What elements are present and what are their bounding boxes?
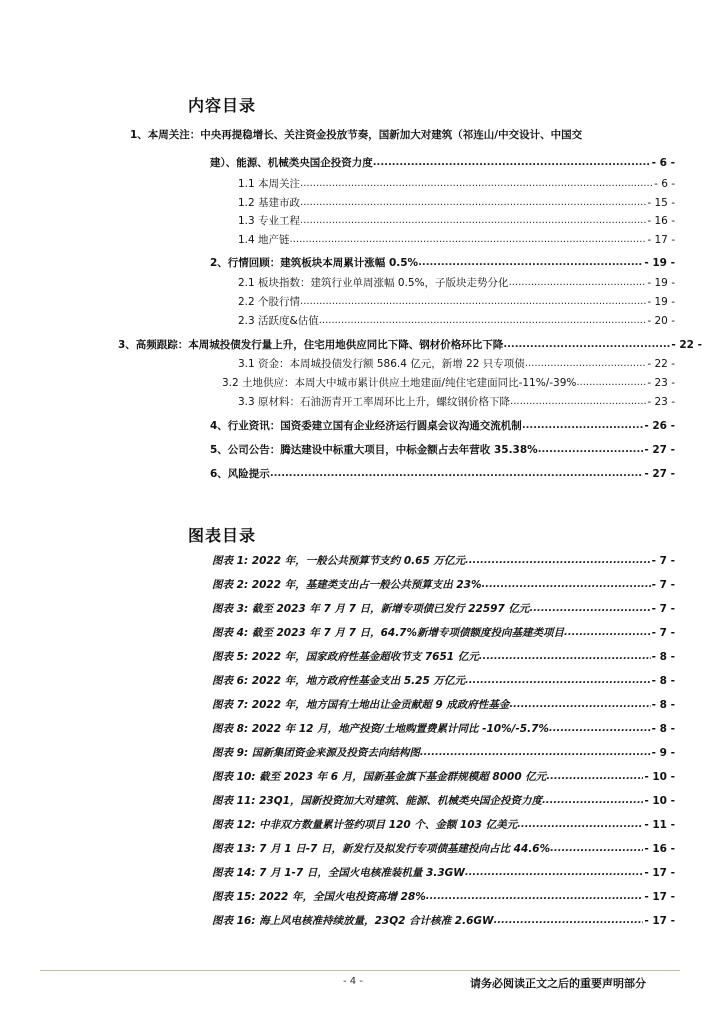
toc-item-1-2[interactable] bbox=[238, 196, 675, 210]
figure-item-text: 图表 14: 7 月 1-7 日，全国火电核准装机量 3.3GW bbox=[212, 867, 465, 879]
figure-page-number: - 8 - bbox=[651, 651, 675, 663]
toc-page-number: - 16 - bbox=[647, 215, 675, 227]
figure-item-1[interactable] bbox=[212, 554, 675, 568]
figure-page-number: - 7 - bbox=[651, 603, 675, 615]
toc-item-text: 1.1 本周关注 bbox=[238, 178, 301, 190]
leader-dots bbox=[418, 256, 643, 270]
toc-heading: 内容目录 bbox=[188, 96, 257, 115]
figure-page-number: - 17 - bbox=[644, 891, 675, 903]
figure-page-number: - 7 - bbox=[651, 579, 675, 591]
figure-item-text: 图表 15: 2022 年，全国火电投资高增 28% bbox=[212, 891, 426, 903]
toc-item-1-3[interactable] bbox=[238, 214, 675, 228]
figure-item-5[interactable] bbox=[212, 650, 675, 664]
toc-page-number: - 20 - bbox=[647, 315, 675, 327]
leader-dots bbox=[319, 314, 647, 328]
toc-item-2[interactable] bbox=[210, 256, 675, 270]
toc-item-text: 1.2 基建市政 bbox=[238, 197, 301, 209]
figure-item-4[interactable] bbox=[212, 626, 675, 640]
toc-page-number: - 22 - bbox=[671, 339, 702, 351]
figure-item-text: 图表 4: 截至 2023 年 7 月 7 日，64.7%新增专项债额度投向基建类项目 bbox=[212, 627, 565, 639]
leader-dots bbox=[373, 156, 651, 170]
figure-item-13[interactable] bbox=[212, 842, 675, 856]
toc-page-number: - 27 - bbox=[644, 468, 675, 480]
toc-item-2-3[interactable] bbox=[238, 314, 675, 328]
leader-dots bbox=[525, 357, 647, 371]
figure-page-number: - 8 - bbox=[651, 675, 675, 687]
toc-item-5[interactable] bbox=[210, 443, 675, 457]
leader-dots bbox=[479, 650, 651, 664]
leader-dots bbox=[509, 276, 647, 290]
leader-dots bbox=[517, 818, 643, 832]
toc-item-text: 2、行情回顾：建筑板块本周累计涨幅 0.5% bbox=[210, 257, 419, 269]
figure-item-3[interactable] bbox=[212, 602, 675, 616]
toc-item-1-4[interactable] bbox=[238, 233, 675, 247]
leader-dots bbox=[522, 419, 644, 433]
toc-item-1-line1[interactable]: 1、本周关注：中央再提稳增长、关注资金投放节奏，国新加大对建筑（祁连山/中交设计、中国交 bbox=[130, 129, 583, 141]
toc-item-text: 1.3 专业工程 bbox=[238, 215, 301, 227]
figure-item-10[interactable] bbox=[212, 770, 675, 784]
toc-item-3-2[interactable] bbox=[222, 376, 675, 390]
figure-page-number: - 17 - bbox=[644, 867, 675, 879]
figure-item-text: 图表 1: 2022 年，一般公共预算节支约 0.65 万亿元 bbox=[212, 555, 465, 567]
toc-page-number: - 23 - bbox=[647, 377, 675, 389]
figure-item-15[interactable] bbox=[212, 890, 675, 904]
toc-page-number: - 17 - bbox=[647, 234, 675, 246]
toc-item-text: 3.3 原材料：石油沥青开工率周环比上升，螺纹钢价格下降 bbox=[238, 396, 511, 408]
leader-dots bbox=[576, 376, 646, 390]
leader-dots bbox=[270, 467, 644, 481]
leader-dots bbox=[510, 395, 646, 409]
figure-item-16[interactable] bbox=[212, 914, 675, 928]
leader-dots bbox=[564, 626, 651, 640]
toc-item-text: 1.4 地产链 bbox=[238, 234, 290, 246]
figure-item-text: 图表 9: 国新集团资金来源及投资去向结构图 bbox=[212, 747, 420, 759]
figure-page-number: - 11 - bbox=[644, 819, 675, 831]
toc-item-text: 5、公司公告：腾达建设中标重大项目，中标金额占去年营收 35.38% bbox=[210, 444, 538, 456]
toc-item-text: 2.3 活跃度&估值 bbox=[238, 315, 319, 327]
toc-item-6[interactable] bbox=[210, 467, 675, 481]
figure-item-text: 图表 12: 中非双方数量累计签约项目 120 个、金额 103 亿美元 bbox=[212, 819, 518, 831]
figure-page-number: - 8 - bbox=[651, 699, 675, 711]
figure-item-text: 图表 5: 2022 年，国家政府性基金超收节支 7651 亿元 bbox=[212, 651, 479, 663]
leader-dots bbox=[481, 578, 650, 592]
figure-list-heading: 图表目录 bbox=[188, 526, 257, 545]
figure-item-text: 图表 10: 截至 2023 年 6 月，国新基金旗下基金群规模超 8000 亿元 bbox=[212, 771, 547, 783]
footer-divider bbox=[40, 970, 680, 971]
figure-page-number: - 7 - bbox=[651, 627, 675, 639]
toc-item-3-1[interactable] bbox=[238, 357, 675, 371]
figure-item-text: 图表 7: 2022 年，地方国有土地出让金贡献超 9 成政府性基金 bbox=[212, 699, 510, 711]
leader-dots bbox=[494, 914, 644, 928]
toc-page-number: - 27 - bbox=[644, 444, 675, 456]
toc-item-1-1[interactable] bbox=[238, 177, 675, 191]
leader-dots bbox=[300, 177, 653, 191]
toc-item-2-2[interactable] bbox=[238, 295, 675, 309]
figure-item-11[interactable] bbox=[212, 794, 675, 808]
toc-item-text: 6、风险提示 bbox=[210, 468, 270, 480]
figure-item-text: 图表 6: 2022 年，地方政府性基金支出 5.25 万亿元 bbox=[212, 675, 465, 687]
figure-item-text: 图表 3: 截至 2023 年 7 月 7 日，新增专项债已发行 22597 亿元 bbox=[212, 603, 530, 615]
figure-item-12[interactable] bbox=[212, 818, 675, 832]
figure-page-number: - 17 - bbox=[644, 915, 675, 927]
toc-page-number: - 6 - bbox=[651, 157, 675, 169]
toc-item-text: 3.1 资金：本周城投债发行额 586.4 亿元，新增 22 只专项债 bbox=[238, 358, 525, 370]
figure-page-number: - 16 - bbox=[644, 843, 675, 855]
toc-page-number: - 26 - bbox=[644, 420, 675, 432]
toc-item-3-3[interactable] bbox=[238, 395, 675, 409]
toc-item-text: 2.2 个股行情 bbox=[238, 296, 301, 308]
leader-dots bbox=[426, 890, 644, 904]
figure-item-7[interactable] bbox=[212, 698, 675, 712]
leader-dots bbox=[465, 554, 651, 568]
toc-item-4[interactable] bbox=[210, 419, 675, 433]
leader-dots bbox=[550, 842, 643, 856]
toc-item-text: 4、行业资讯：国资委建立国有企业经济运行圆桌会议沟通交流机制 bbox=[210, 420, 522, 432]
figure-item-8[interactable] bbox=[212, 722, 675, 736]
figure-item-text: 图表 11: 23Q1，国新投资加大对建筑、能源、机械类央国企投资力度 bbox=[212, 795, 542, 807]
leader-dots bbox=[300, 295, 646, 309]
footer-page-number: - 4 - bbox=[343, 976, 363, 987]
toc-item-text: 2.1 板块指数：建筑行业单周涨幅 0.5%，子版块走势分化 bbox=[238, 277, 509, 289]
leader-dots bbox=[542, 794, 643, 808]
toc-page-number: - 23 - bbox=[647, 396, 675, 408]
toc-item-3[interactable] bbox=[118, 338, 702, 352]
figure-page-number: - 7 - bbox=[651, 555, 675, 567]
leader-dots bbox=[509, 698, 650, 712]
toc-item-text: 3、高频跟踪：本周城投债发行量上升，住宅用地供应同比下降、钢材价格环比下降 bbox=[118, 339, 504, 351]
figure-item-2[interactable] bbox=[212, 578, 675, 592]
leader-dots bbox=[465, 866, 644, 880]
leader-dots bbox=[300, 196, 646, 210]
toc-page-number: - 19 - bbox=[644, 257, 675, 269]
figure-item-9[interactable] bbox=[212, 746, 675, 760]
leader-dots bbox=[503, 338, 670, 352]
toc-item-text: 3.2 土地供应：本周大中城市累计供应土地建面/纯住宅建面同比-11%/-39% bbox=[222, 377, 577, 389]
leader-dots bbox=[300, 214, 646, 228]
figure-item-text: 图表 16: 海上风电核准持续放量，23Q2 合计核准 2.6GW bbox=[212, 915, 494, 927]
leader-dots bbox=[549, 722, 651, 736]
figure-page-number: - 8 - bbox=[651, 723, 675, 735]
figure-page-number: - 10 - bbox=[644, 771, 675, 783]
toc-page-number: - 19 - bbox=[647, 277, 675, 289]
figure-page-number: - 9 - bbox=[651, 747, 675, 759]
toc-item-text: 建）、能源、机械类央国企投资力度 bbox=[210, 157, 373, 169]
leader-dots bbox=[420, 746, 651, 760]
leader-dots bbox=[290, 233, 647, 247]
footer-disclaimer: 请务必阅读正文之后的重要声明部分 bbox=[470, 977, 646, 990]
leader-dots bbox=[529, 602, 650, 616]
toc-page-number: - 15 - bbox=[647, 197, 675, 209]
toc-item-2-1[interactable] bbox=[238, 276, 675, 290]
figure-item-text: 图表 2: 2022 年，基建类支出占一般公共预算支出 23% bbox=[212, 579, 482, 591]
toc-page-number: - 19 - bbox=[647, 296, 675, 308]
figure-item-text: 图表 8: 2022 年 12 月，地产投资/土地购置费累计同比 -10%/-5.7% bbox=[212, 723, 549, 735]
figure-item-6[interactable] bbox=[212, 674, 675, 688]
toc-item-1-line2[interactable] bbox=[210, 156, 675, 170]
figure-item-14[interactable] bbox=[212, 866, 675, 880]
figure-item-text: 图表 13: 7 月 1 日-7 日，新发行及拟发行专项债基建投向占比 44.6% bbox=[212, 843, 551, 855]
figure-page-number: - 10 - bbox=[644, 795, 675, 807]
leader-dots bbox=[546, 770, 643, 784]
toc-page-number: - 22 - bbox=[647, 358, 675, 370]
toc-page-number: - 6 - bbox=[654, 178, 675, 190]
leader-dots bbox=[538, 443, 644, 457]
leader-dots bbox=[465, 674, 651, 688]
